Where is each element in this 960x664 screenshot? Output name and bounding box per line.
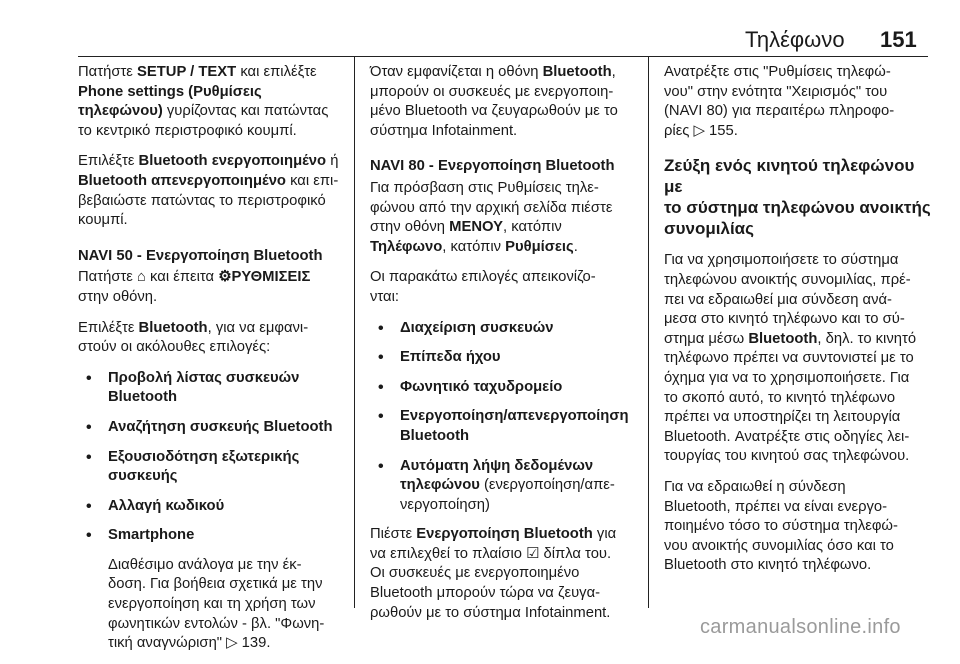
list-item: • Ενεργοποίηση/απενεργοποίηση Bluetooth (370, 407, 644, 446)
header-divider (78, 56, 928, 57)
watermark: carmanualsonline.info (700, 616, 901, 638)
paragraph: Επιλέξτε Bluetooth, για να εμφανι- στούν οι ακόλουθες επιλογές: (78, 319, 309, 356)
list-item: • Επίπεδα ήχου (370, 348, 644, 368)
column-3 (664, 63, 934, 587)
paragraph: Πατήστε ⌂ και έπειτα ⚙ΡΥΘΜΙΣΕΙΣ στην οθόνη. (78, 269, 311, 305)
options-list (370, 319, 644, 516)
paragraph: Επιλέξτε Bluetooth ενεργοποιημένο ή Bluetooth απενεργοποιημένο και επι- βεβαιώστε πατώντας το περιστροφικό κουμπί. (78, 153, 339, 229)
list-item: • Φωνητικό ταχυδρομείο (370, 378, 644, 398)
paragraph: Για πρόσβαση στις Ρυθμίσεις τηλε- φώνου από την αρχική σελίδα πιέστε στην οθόνη ΜΕΝΟΥ, κατόπιν Τηλέφωνο, κατόπιν Ρυθμίσεις. (370, 179, 613, 255)
page-header (0, 0, 960, 56)
list-item: • Διαχείριση συσκευών (370, 319, 644, 339)
section-heading: NAVI 80 - Ενεργοποίηση Bluetooth (370, 158, 615, 175)
paragraph: Πιέστε Ενεργοποίηση Bluetooth για να επιλεχθεί το πλαίσιο ☑ δίπλα του. Οι συσκευές με ενεργοποιημένο Bluetooth μπορούν τώρα να ζευγα- ρωθούν με το σύστημα Infotainment. (370, 526, 617, 621)
list-item: • Smartphone Διαθέσιμο ανάλογα με την έκ- δοση. Για βοήθεια σχετικά με την ενεργοποίηση και τη χρήση των φωνητικών εντολών - βλ. "Φωνη- τική αναγνώριση" ▷ 139. (78, 526, 350, 654)
options-list (78, 369, 350, 654)
page-number: 151 (880, 27, 917, 52)
page-ref-icon: ▷ (693, 122, 705, 139)
paragraph: Για να χρησιμοποιήσετε το σύστημα τηλεφώνου ανοικτής συνομιλίας, πρέ- πει να εδραιωθεί μια σύνδεση ανά- μεσα στο κινητό τηλέφωνο και το σύ- στημα μέσω Bluetooth, δηλ. το κινητό τηλέφωνο πρέπει να συντονιστεί με το όχημα για να το χρησιμοποιήσετε. Για το σκοπό αυτό, το κινητό τηλέφωνο πρέπει να υποστηρίζει τη λειτουργία Bluetooth. Ανατρέξτε στις οδηγίες λει- τουργίας του κινητού σας τηλεφώνου. (664, 252, 917, 465)
page-ref-icon: ▷ (226, 635, 238, 652)
paragraph: Για να εδραιωθεί η σύνδεση Bluetooth, πρέπει να είναι ενεργο- ποιημένο τόσο το σύστημα τηλεφώ- νου ανοικτής συνομιλίας όσο και το Bluetooth στο κινητό τηλέφωνο. (664, 478, 898, 574)
home-icon: ⌂ (137, 269, 146, 286)
paragraph: Ανατρέξτε στις "Ρυθμίσεις τηλεφώ- νου" στην ενότητα "Χειρισμός" του (NAVI 80) για περαιτέρω πληροφο- ρίες ▷ 155. (664, 64, 895, 139)
column-2 (370, 63, 644, 634)
column-1 (78, 63, 350, 664)
column-divider-2 (648, 56, 649, 608)
paragraph: Οι παρακάτω επιλογές απεικονίζο- νται: (370, 269, 596, 305)
gear-icon: ⚙ (218, 269, 232, 286)
list-item: • Εξουσιοδότηση εξωτερικής συσκευής (78, 448, 350, 487)
paragraph: Όταν εμφανίζεται η οθόνη Bluetooth, μπορούν οι συσκευές με ενεργοποιη- μένο Bluetooth να ζευγαρωθούν με το σύστημα Infotainment. (370, 64, 618, 139)
list-item: • Αλλαγή κωδικού (78, 497, 350, 517)
list-item: • Αναζήτηση συσκευής Bluetooth (78, 418, 350, 438)
section-heading: Ζεύξη ενός κινητού τηλεφώνου με το σύστημα τηλεφώνου ανοικτής συνομιλίας (664, 156, 931, 239)
list-item: • Προβολή λίστας συσκευών Bluetooth (78, 369, 350, 408)
column-divider-1 (354, 56, 355, 608)
section-heading: NAVI 50 - Ενεργοποίηση Bluetooth (78, 247, 323, 264)
checkbox-icon: ☑ (526, 545, 540, 562)
list-item: • Αυτόματη λήψη δεδομένων τηλεφώνου (ενεργοποίηση/απε- νεργοποίηση) (370, 457, 644, 516)
section-title: Τηλέφωνο (745, 27, 845, 52)
paragraph: Πατήστε SETUP / TEXT και επιλέξτε Phone settings (Ρυθμίσεις τηλεφώνου) γυρίζοντας και πατώντας το κεντρικό περιστροφικό κουμπί. (78, 64, 329, 139)
